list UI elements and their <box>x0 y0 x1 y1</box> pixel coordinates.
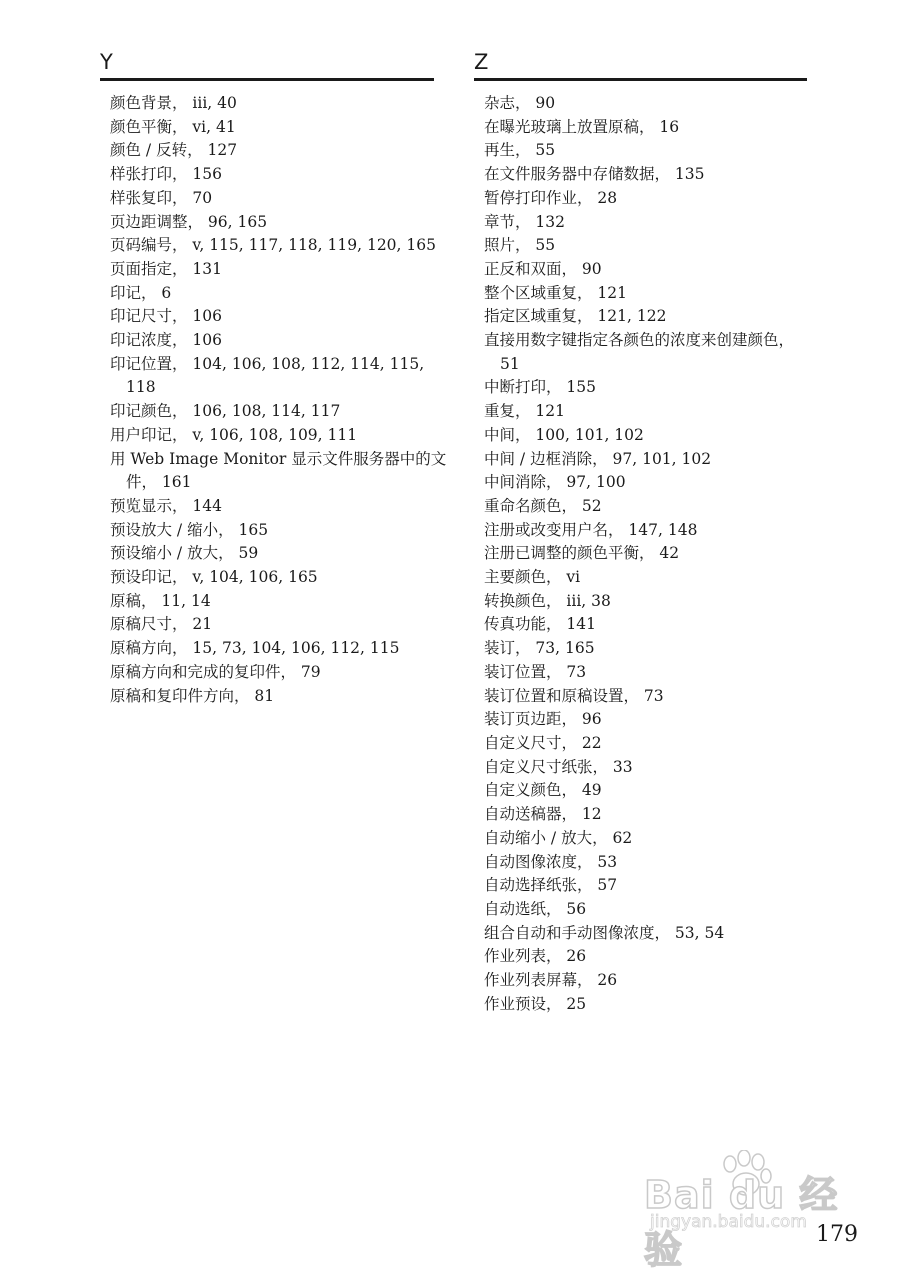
index-entry: 自动选纸， 56 <box>484 899 587 918</box>
index-entry: 重命名颜色， 52 <box>484 496 602 515</box>
index-entry: 作业列表， 26 <box>484 947 587 966</box>
index-entry: 印记尺寸， 106 <box>110 307 223 326</box>
index-entry: 杂志， 90 <box>484 94 556 112</box>
index-entry: 页面指定， 131 <box>110 259 223 278</box>
index-entry: 页边距调整， 96, 165 <box>110 212 268 231</box>
index-entry: 作业预设， 25 <box>484 994 587 1013</box>
index-entry: 印记位置， 104, 106, 108, 112, 114, 115, 118 <box>110 354 425 397</box>
index-column-y <box>100 48 447 708</box>
index-entry: 印记颜色， 106, 108, 114, 117 <box>110 402 341 421</box>
index-entry: 正反和双面， 90 <box>484 259 602 278</box>
index-entry: 注册或改变用户名， 147, 148 <box>484 520 698 539</box>
index-entry: 颜色背景， iii, 40 <box>110 94 237 112</box>
index-entry: 主要颜色， vi <box>484 568 581 587</box>
page-number: 179 <box>816 1222 858 1247</box>
index-entry: 颜色 / 反转， 127 <box>110 141 238 160</box>
section-letter-y: Y <box>100 50 113 74</box>
index-entry: 再生， 55 <box>484 141 556 160</box>
index-entry: 原稿方向和完成的复印件， 79 <box>110 662 321 681</box>
index-entry: 章节， 132 <box>484 212 566 231</box>
index-entry: 用户印记， v, 106, 108, 109, 111 <box>110 425 358 444</box>
index-entry: 自动图像浓度， 53 <box>484 852 618 871</box>
index-entry: 预设印记， v, 104, 106, 165 <box>110 568 318 587</box>
index-entry: 注册已调整的颜色平衡， 42 <box>484 544 680 563</box>
index-entry: 预设放大 / 缩小， 165 <box>110 520 269 539</box>
index-entry: 装订页边距， 96 <box>484 710 602 729</box>
index-entry: 原稿和复印件方向， 81 <box>110 686 275 705</box>
index-entry: 页码编号， v, 115, 117, 118, 119, 120, 165 <box>110 236 436 255</box>
index-entry: 自定义颜色， 49 <box>484 781 602 800</box>
watermark-url: jingyan.baidu.com <box>650 1212 807 1232</box>
index-entry: 重复， 121 <box>484 402 566 421</box>
section-rule-y <box>100 78 434 81</box>
index-entry: 装订位置和原稿设置， 73 <box>484 686 664 705</box>
index-entry: 预设缩小 / 放大， 59 <box>110 544 259 563</box>
index-entry: 原稿尺寸， 21 <box>110 615 213 634</box>
index-entry: 暂停打印作业， 28 <box>484 188 618 207</box>
index-entry: 转换颜色， iii, 38 <box>484 591 611 610</box>
section-letter-z: Z <box>474 50 489 74</box>
index-entry: 印记， 6 <box>110 283 172 302</box>
index-entry: 直接用数字键指定各颜色的浓度来创建颜色， 51 <box>484 331 795 373</box>
index-entry: 颜色平衡， vi, 41 <box>110 117 236 136</box>
index-entry: 在文件服务器中存储数据， 135 <box>484 165 705 184</box>
index-entry: 整个区域重复， 121 <box>484 283 628 302</box>
index-entry: 装订位置， 73 <box>484 662 587 681</box>
index-entry: 作业列表屏幕， 26 <box>484 971 618 990</box>
index-column-z <box>474 48 807 1016</box>
index-entry: 预览显示， 144 <box>110 496 223 515</box>
index-list-z <box>474 92 807 1016</box>
index-entry: 原稿， 11, 14 <box>110 591 211 610</box>
index-entry: 中断打印， 155 <box>484 378 597 397</box>
index-entry: 照片， 55 <box>484 236 556 255</box>
index-entry: 自动缩小 / 放大， 62 <box>484 828 633 847</box>
index-entry: 用 Web Image Monitor 显示文件服务器中的文件， 161 <box>110 449 447 492</box>
index-entry: 中间消除， 97, 100 <box>484 473 626 492</box>
index-entry: 自定义尺寸， 22 <box>484 733 602 752</box>
index-entry: 传真功能， 141 <box>484 615 597 634</box>
index-entry: 自定义尺寸纸张， 33 <box>484 757 633 776</box>
index-entry: 中间， 100, 101, 102 <box>484 425 644 444</box>
index-entry: 装订， 73, 165 <box>484 639 595 658</box>
index-entry: 印记浓度， 106 <box>110 331 223 350</box>
watermark-logo: Bai du 经验 <box>644 1173 839 1272</box>
index-entry: 指定区域重复， 121, 122 <box>484 307 667 326</box>
index-list-y <box>100 92 447 708</box>
index-entry: 样张打印， 156 <box>110 165 223 184</box>
index-entry: 在曝光玻璃上放置原稿， 16 <box>484 117 680 136</box>
index-entry: 自动选择纸张， 57 <box>484 876 618 895</box>
index-entry: 中间 / 边框消除， 97, 101, 102 <box>484 449 712 468</box>
index-entry: 原稿方向， 15, 73, 104, 106, 112, 115 <box>110 639 400 658</box>
index-entry: 样张复印， 70 <box>110 188 213 207</box>
index-entry: 自动送稿器， 12 <box>484 805 602 824</box>
index-entry: 组合自动和手动图像浓度， 53, 54 <box>484 923 725 942</box>
section-rule-z <box>474 78 807 81</box>
